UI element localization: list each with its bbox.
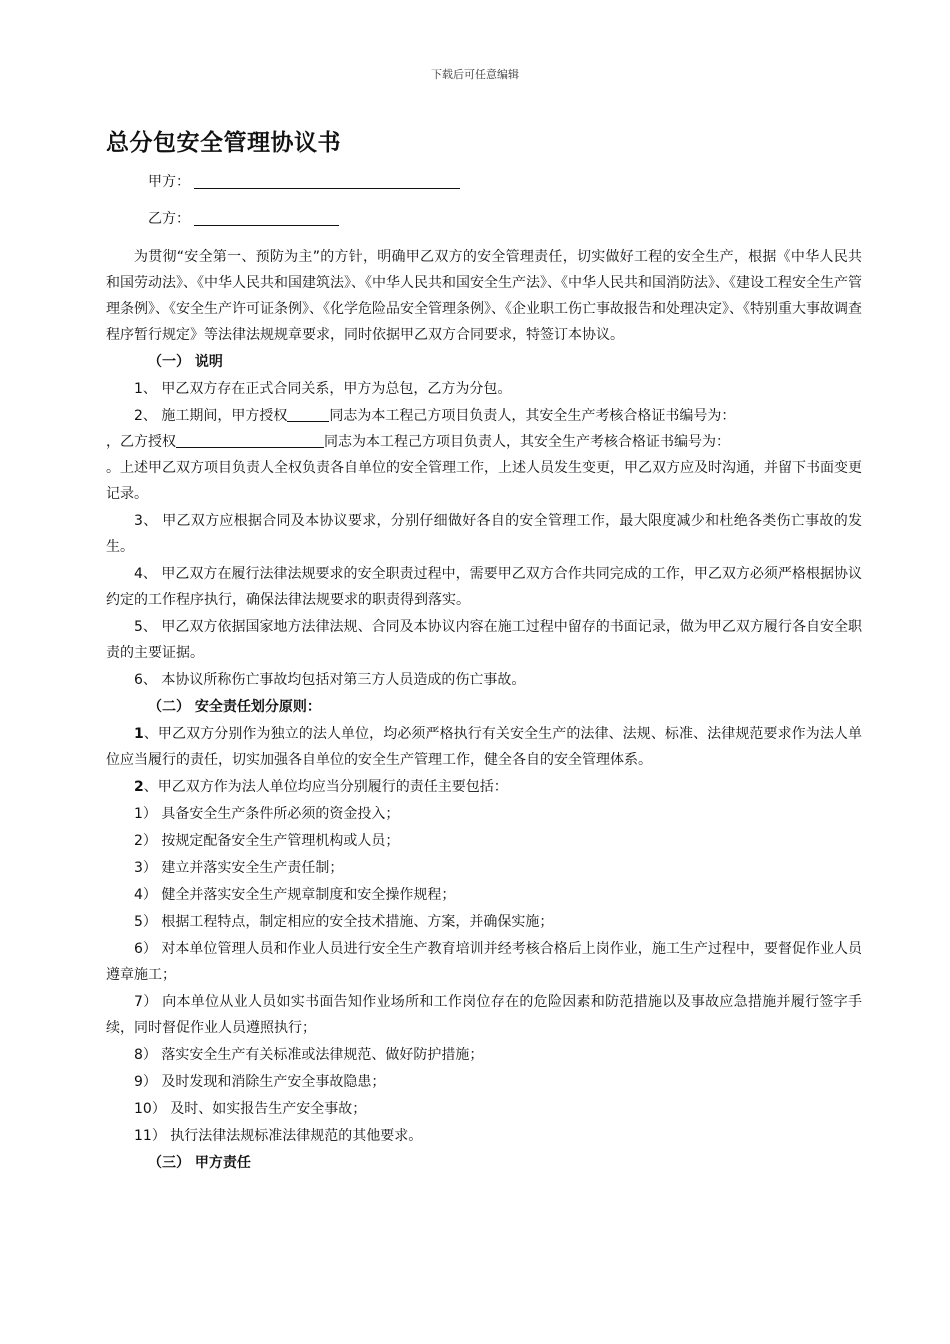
section-2-heading: （二） 安全责任划分原则： — [148, 699, 321, 715]
section-2-paragraph-2: 2、甲乙双方作为法人单位均应当分别履行的责任主要包括： — [134, 779, 508, 795]
section-1-item-2: 2、 施工期间，甲方授权 同志为本工程己方项目负责人，其安全生产考核合格证书编号为： ，乙方授权 同志为本工程己方项目负责人，其安全生产考核合格证书编号为： 。上述甲乙双方项目负责人全权负责各自单位的安全管理工作，上述人员发生变更，甲乙双方应及时沟通，并留下书面变更记录。 — [106, 408, 862, 502]
section-1-item-4: 4、 甲乙双方在履行法律法规要求的安全职责过程中，需要甲乙双方合作共同完成的工作，甲乙双方必须严格根据协议约定的工作程序执行，确保法律法规要求的职责得到落实。 — [106, 566, 862, 608]
duty-item: 3） 建立并落实安全生产责任制； — [134, 860, 344, 876]
party-a-manager-blank[interactable] — [287, 407, 329, 422]
header-note: 下载后可任意编辑 — [431, 68, 519, 81]
party-a-label: 甲方： — [148, 174, 190, 190]
intro-paragraph: 为贯彻“安全第一、预防为主”的方针，明确甲乙双方的安全管理责任，切实做好工程的安全生产，根据《中华人民共和国劳动法》、《中华人民共和国建筑法》、《中华人民共和国安全生产法》、《中华人民共和国消防法》、《建设工程安全生产管理条例》、《安全生产许可证条例》、《化学危险品安全管理条例》、《企业职工伤亡事故报告和处理决定》、《特别重大事故调查程序暂行规定》等法律法规规章要求，同时依据甲乙双方合同要求，特签订本协议。 — [106, 249, 862, 343]
section-1-item-6: 6、 本协议所称伤亡事故均包括对第三方人员造成的伤亡事故。 — [134, 672, 526, 688]
section-1-item-5: 5、 甲乙双方依据国家地方法律法规、合同及本协议内容在施工过程中留存的书面记录，做为甲乙双方履行各自安全职责的主要证据。 — [106, 619, 862, 661]
party-a-blank[interactable] — [194, 172, 460, 189]
section-3-heading: （三） 甲方责任 — [148, 1155, 251, 1171]
duty-item: 9） 及时发现和消除生产安全事故隐患； — [134, 1074, 386, 1090]
section-1-item-3: 3、 甲乙双方应根据合同及本协议要求，分别仔细做好各自的安全管理工作，最大限度减少和杜绝各类伤亡事故的发生。 — [106, 513, 862, 555]
duty-item: 6） 对本单位管理人员和作业人员进行安全生产教育培训并经考核合格后上岗作业，施工生产过程中，要督促作业人员遵章施工； — [106, 941, 862, 983]
section-1-heading: （一） 说明 — [148, 354, 223, 370]
party-b-manager-blank[interactable] — [176, 433, 324, 448]
duty-item: 5） 根据工程特点，制定相应的安全技术措施、方案，并确保实施； — [134, 914, 554, 930]
party-b-blank[interactable] — [194, 209, 339, 226]
document-title: 总分包安全管理协议书 — [106, 130, 341, 156]
duty-item: 2） 按规定配备安全生产管理机构或人员； — [134, 833, 400, 849]
party-b-line — [148, 208, 339, 228]
duty-item: 1） 具备安全生产条件所必须的资金投入； — [134, 806, 400, 822]
section-1-item-1: 1、 甲乙双方存在正式合同关系，甲方为总包，乙方为分包。 — [134, 381, 512, 397]
party-a-line — [148, 171, 460, 191]
duty-item: 8） 落实安全生产有关标准或法律规范、做好防护措施； — [134, 1047, 484, 1063]
duty-item: 10） 及时、如实报告生产安全事故； — [134, 1101, 367, 1117]
duty-item: 7） 向本单位从业人员如实书面告知作业场所和工作岗位存在的危险因素和防范措施以及事故应急措施并履行签字手续，同时督促作业人员遵照执行； — [106, 994, 862, 1036]
duty-item: 11） 执行法律法规标准法律规范的其他要求。 — [134, 1128, 423, 1144]
duty-item: 4） 健全并落实安全生产规章制度和安全操作规程； — [134, 887, 456, 903]
section-2-paragraph-1: 1、甲乙双方分别作为独立的法人单位，均必须严格执行有关安全生产的法律、法规、标准、法律规范要求作为法人单位应当履行的责任，切实加强各自单位的安全生产管理工作，健全各自的安全管理体系。 — [106, 726, 862, 768]
agreement-body — [106, 244, 862, 1177]
party-b-label: 乙方： — [148, 211, 190, 227]
